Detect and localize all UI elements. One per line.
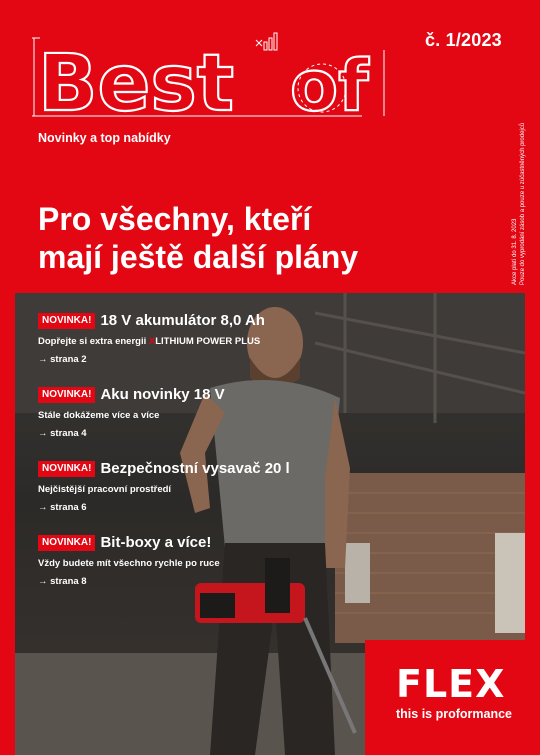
feature-list [38, 312, 338, 608]
feature-description [38, 336, 338, 347]
feature-description-highlight: X [148, 336, 156, 347]
feature-page-link[interactable]: → strana 8 [38, 576, 87, 587]
feature-item[interactable] [38, 386, 338, 460]
feature-description-suffix: LITHIUM POWER PLUS [155, 336, 261, 347]
feature-title: Bezpečnostní vysavač 20 l [100, 460, 290, 477]
subtitle: Novinky a top nabídky [38, 131, 171, 145]
new-badge: NOVINKA! [38, 535, 95, 551]
validity-note [511, 123, 527, 285]
validity-line-2: Pouze do vyprodání zásob a pouze u zúčastněných prodejců [520, 122, 526, 285]
feature-title: 18 V akumulátor 8,0 Ah [100, 312, 265, 329]
issue-number: č. 1/2023 [425, 30, 502, 50]
headline-line-1: Pro všechny, kteří [38, 201, 312, 237]
feature-description-prefix: Dopřejte si extra energii [38, 336, 149, 347]
feature-item[interactable] [38, 460, 338, 534]
feature-title: Aku novinky 18 V [100, 386, 225, 403]
validity-line-1: Akce platí do 31. 8. 2023 [512, 218, 518, 285]
new-badge: NOVINKA! [38, 461, 95, 477]
best-title-text: Best [38, 39, 235, 120]
feature-item[interactable] [38, 534, 338, 608]
feature-page-link[interactable]: → strana 4 [38, 428, 87, 439]
best-of-logo [32, 30, 392, 120]
feature-title: Bit-boxy a více! [100, 534, 212, 551]
flex-logo-box [365, 640, 525, 755]
feature-description: Vždy budete mít všechno rychle po ruce [38, 558, 220, 569]
new-badge: NOVINKA! [38, 313, 95, 329]
feature-description: Stále dokážeme více a více [38, 410, 160, 421]
flex-logo: FLEX [396, 662, 506, 706]
headline [38, 200, 358, 276]
of-title-text: of [290, 45, 369, 120]
feature-description: Nejčistější pracovní prostředí [38, 484, 172, 495]
headline-line-2: mají ještě další plány [38, 239, 359, 275]
feature-page-link[interactable]: → strana 6 [38, 502, 87, 513]
flex-tagline: this is proformance [396, 707, 512, 721]
new-badge: NOVINKA! [38, 387, 95, 403]
feature-page-link[interactable]: → strana 2 [38, 354, 87, 365]
feature-item[interactable] [38, 312, 338, 386]
